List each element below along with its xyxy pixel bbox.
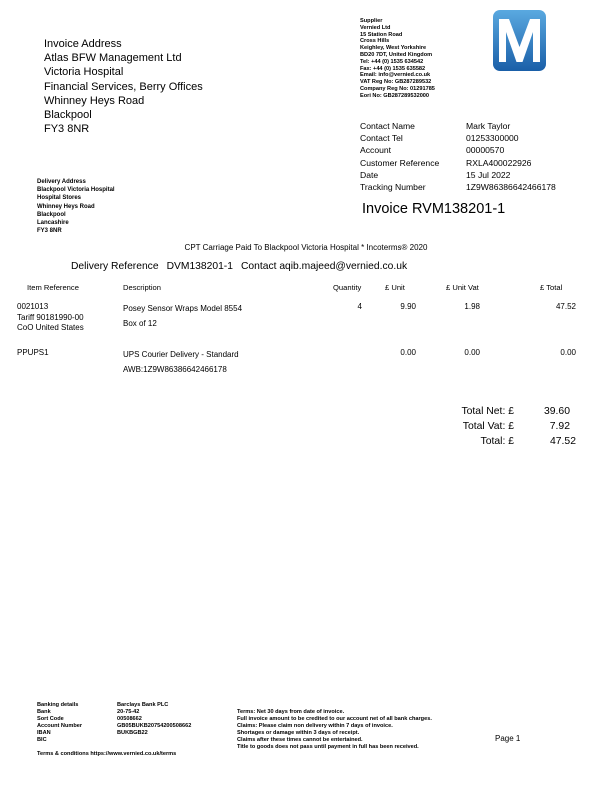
contact-value: 00000570 xyxy=(466,145,505,156)
contact-label: Tracking Number xyxy=(360,182,426,193)
column-header-item: Item Reference xyxy=(27,283,79,292)
row-unit: 9.90 xyxy=(400,302,416,311)
invoice-address xyxy=(44,37,203,136)
contact-value: 01253300000 xyxy=(466,133,519,144)
column-header-total: £ Total xyxy=(540,283,563,292)
contact-details xyxy=(360,120,556,193)
supplier-line: Keighley, West Yorkshire xyxy=(360,45,427,52)
invoice-address-line: Atlas BFW Management Ltd xyxy=(44,52,182,65)
item-tariff: Tariff 90181990-00 xyxy=(17,312,84,322)
contact-value: RXLA400022926 xyxy=(466,157,532,168)
total-vat-value: 7.92 xyxy=(549,421,570,432)
supplier-heading: Supplier xyxy=(360,18,383,24)
delivery-address-line: FY3 8NR xyxy=(37,228,62,235)
invoice-address-line: Blackpool xyxy=(44,109,92,122)
delivery-address-heading: Delivery Address xyxy=(37,179,86,185)
description-line: Box of 12 xyxy=(123,318,157,328)
contact-row xyxy=(360,120,556,132)
supplier-line: Company Reg No: 01291785 xyxy=(360,85,435,92)
supplier-line: BD20 7DT, United Kingdom xyxy=(360,51,433,58)
invoice-address-line: FY3 8NR xyxy=(44,123,90,136)
contact-value: 1Z9W86386642466178 xyxy=(466,182,556,193)
supplier-line: Vernied Ltd xyxy=(360,24,391,31)
supplier-line: Fax: +44 (0) 1535 635582 xyxy=(360,65,426,72)
delivery-address-line: Lancashire xyxy=(37,220,69,227)
banking-labels xyxy=(37,702,82,743)
invoice-address-heading: Invoice Address xyxy=(44,38,122,50)
column-header-unit: £ Unit xyxy=(385,283,405,292)
banking-value: GB05BUKB20754200508662 xyxy=(117,722,192,729)
contact-label: Customer Reference xyxy=(360,157,440,168)
description-line: UPS Courier Delivery - Standard xyxy=(123,350,239,359)
delivery-address-line: Blackpool xyxy=(37,211,66,218)
supplier-line: VAT Reg No: GB287289532 xyxy=(360,79,432,86)
total-value: 47.52 xyxy=(549,436,576,447)
total-net-value: 39.60 xyxy=(543,406,570,417)
column-header-description: Description xyxy=(123,283,161,292)
banking-label: Banking details xyxy=(37,702,79,708)
contact-label: Date xyxy=(360,169,379,180)
supplier-line: Eori No: GB287289532000 xyxy=(360,92,430,99)
total-label: Total: £ xyxy=(480,436,514,447)
delivery-address-line: Blackpool Victoria Hospital xyxy=(37,187,115,194)
incoterms-line: CPT Carriage Paid To Blackpool Victoria Hospital * Incoterms® 2020 xyxy=(184,243,428,252)
contact-row xyxy=(360,169,556,181)
payment-terms-line: Full invoice amount to be credited to our account net of all bank charges. xyxy=(237,715,432,722)
description-line: AWB:1Z9W86386642466178 xyxy=(123,364,227,374)
delivery-reference-label: Delivery Reference xyxy=(71,261,159,272)
supplier-line: Tel: +44 (0) 1535 634542 xyxy=(360,58,424,65)
delivery-reference-value: DVM138201-1 xyxy=(166,261,233,272)
company-logo-icon xyxy=(492,9,547,72)
supplier-line: 15 Station Road xyxy=(360,31,403,38)
payment-terms-line: Claims: Please claim non delivery within 7 days of invoice. xyxy=(237,722,393,729)
banking-value: Barclays Bank PLC xyxy=(117,702,169,708)
supplier-line: Cross Hills xyxy=(360,38,390,45)
invoice-address-line: Victoria Hospital xyxy=(44,66,124,79)
delivery-contact: Contact aqib.majeed@vernied.co.uk xyxy=(240,261,408,272)
row-unit-vat: 0.00 xyxy=(464,348,480,357)
total-net-label: Total Net: £ xyxy=(461,406,514,417)
banking-label: Sort Code xyxy=(37,715,64,722)
banking-value: 20-75-42 xyxy=(117,708,140,715)
column-header-unit-vat: £ Unit Vat xyxy=(446,283,479,292)
banking-value: 00508662 xyxy=(117,715,142,722)
contact-row xyxy=(360,157,556,169)
row-total: 47.52 xyxy=(555,302,576,311)
payment-terms xyxy=(237,709,432,750)
payment-terms-line: Terms: Net 30 days from date of invoice. xyxy=(237,709,345,715)
invoice-address-line: Whinney Heys Road xyxy=(44,94,145,107)
table-row-item xyxy=(17,348,49,359)
invoice-address-line: Financial Services, Berry Offices xyxy=(44,80,203,93)
row-unit-vat: 1.98 xyxy=(464,302,480,311)
invoice-title: Invoice RVM138201-1 xyxy=(362,201,506,217)
banking-value: BUKBGB22 xyxy=(117,729,148,736)
contact-row xyxy=(360,144,556,156)
supplier-line: Email: info@vernied.co.uk xyxy=(360,72,431,79)
contact-value: Mark Taylor xyxy=(466,121,511,131)
banking-label: IBAN xyxy=(37,729,51,736)
delivery-address xyxy=(37,178,115,235)
row-total: 0.00 xyxy=(560,348,576,357)
banking-label: Account Number xyxy=(37,722,83,729)
item-reference: PPUPS1 xyxy=(17,348,49,357)
delivery-reference xyxy=(71,261,407,272)
supplier-block xyxy=(360,18,435,100)
payment-terms-line: Title to goods does not pass until payment in full has been received. xyxy=(237,743,419,750)
total-vat-label: Total Vat: £ xyxy=(462,421,514,432)
table-row-description xyxy=(123,302,242,331)
banking-values xyxy=(117,702,191,737)
item-origin: CoO United States xyxy=(17,323,84,332)
item-reference: 0021013 xyxy=(17,302,49,311)
banking-label: BIC xyxy=(37,736,47,743)
row-quantity: 4 xyxy=(357,302,362,311)
contact-row xyxy=(360,132,556,144)
description-line: Posey Sensor Wraps Model 8554 xyxy=(123,304,243,313)
banking-label: Bank xyxy=(37,708,51,715)
row-unit: 0.00 xyxy=(400,348,416,357)
terms-conditions-link[interactable]: Terms & conditions https://www.vernied.co.uk/terms xyxy=(37,751,177,757)
page-number: Page 1 xyxy=(495,734,521,743)
table-row-description xyxy=(123,348,239,377)
payment-terms-line: Claims after these times cannot be entertained. xyxy=(237,736,363,743)
payment-terms-line: Shortages or damage within 3 days of receipt. xyxy=(237,729,360,736)
delivery-address-line: Whinney Heys Road xyxy=(37,203,95,210)
contact-row xyxy=(360,181,556,193)
delivery-address-line: Hospital Stores xyxy=(37,195,82,202)
contact-label: Contact Name xyxy=(360,121,415,131)
contact-label: Contact Tel xyxy=(360,133,403,144)
contact-value: 15 Jul 2022 xyxy=(466,169,511,180)
contact-label: Account xyxy=(360,145,392,156)
column-header-quantity: Quantity xyxy=(333,283,362,292)
table-row-item xyxy=(17,302,84,334)
